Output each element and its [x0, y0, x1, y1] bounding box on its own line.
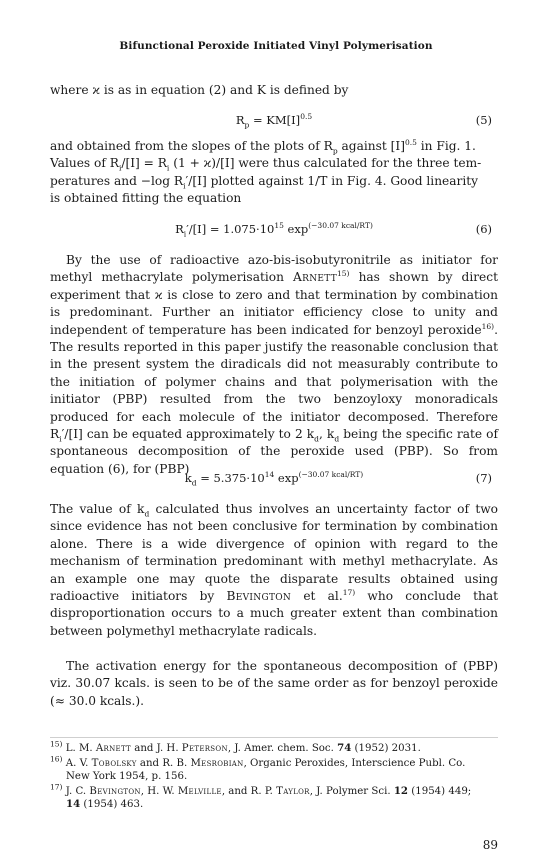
running-header: Bifunctional Peroxide Initiated Vinyl Polymerisation: [119, 40, 433, 52]
equation-5-body: $R_p = KM[I]^{0.5}$: [235, 112, 313, 130]
footnote-15: $^{15)}$ L. M. Arnett and J. H. Peterson, J. Amer. chem. Soc. 74 (1952) 2031.: [50, 739, 421, 754]
equation-7-number: (7): [475, 471, 492, 485]
equation-5: [50, 113, 498, 130]
intro-line: where ϰ is as in equation (2) and K is defined by: [50, 83, 349, 97]
equation-6-body: $R_i'/[I] = 1.075\cdot 10^{15}$ $\exp^{(-30.07 kcal/RT)}$: [175, 221, 373, 239]
footnote-17: $^{17)}$ J. C. Bevington, H. W. Melville, and R. P. Taylor, J. Polymer Sci. 12 (1954) 449; 14 (1954) 463.: [50, 782, 472, 811]
footnote-divider: [50, 737, 498, 738]
equation-6: [50, 222, 498, 239]
footnote-16: $^{16)}$ A. V. Tobolsky and R. B. Mesrobian, Organic Peroxides, Interscience Publ. Co. New York 1954, p. 156.: [50, 754, 466, 783]
equation-6-number: (6): [475, 222, 492, 236]
para2-line4: is obtained fitting the equation: [50, 191, 242, 206]
paragraph-radioactive-initiator: By the use of radioactive azo-bis-isobutyronitrile as initiator for methyl methacrylate polymerisation Arnett$^{15)}$ has shown by direct experiment that ϰ is close to zero and that termination by combination is predominant. Further an initiator efficiency close to unity and independent of temperature has been indicated for benzoyl peroxide$^{16)}$. The results reported in this paper justify the reasonable conclusion that in the present system the diradicals did not measurably contribute to the initiation of polymer chains and that polymerisation with the initiator (PBP) resulted from the two benzoyloxy monoradicals produced for each molecule of the initiator decomposed. Therefore $R_i'/[I]$ can be equated approximately to 2 $k_d$, $k_d$ being the specific rate of spontaneous decomposition of the peroxide used (PBP). So from equation (6), for (PBP): [50, 253, 498, 476]
paragraph-slopes: [50, 138, 498, 208]
para2-line3: peratures and −log $R_i'/[I]$ plotted against 1/T in Fig. 4. Good linearity: [50, 173, 479, 191]
page-number: 89: [482, 838, 498, 852]
paragraph-activation-energy: The activation energy for the spontaneous decomposition of (PBP) viz. 30.07 kcals. is seen to be of the same order as for benzoyl peroxide (≈ 30.0 kcals.).: [50, 659, 498, 708]
equation-5-number: (5): [475, 113, 492, 127]
paragraph-kd-value: The value of $k_d$ calculated thus involves an uncertainty factor of two since evidence has not been conclusive for termination by combination alone. There is a wide divergence of opinion with regard to the mechanism of termination predominant with methyl methacrylate. As an example one may quote the disparate results obtained using radioactive initiators by Bevington et al.$^{17)}$ who conclude that disproportionation occurs to a much greater extent than combination between polymethyl methacrylate radicals.: [50, 502, 498, 638]
author-arnett: Arnett: [293, 270, 338, 285]
equation-7: [50, 471, 498, 488]
para2-line1: and obtained from the slopes of the plots of $R_p$ against $[I]^{0.5}$ in Fig. 1.: [50, 137, 476, 156]
author-bevington: Bevington: [226, 589, 292, 604]
equation-7-body: $k_d = 5.375\cdot 10^{14}$ $\exp^{(-30.07 kcal/RT)}$: [184, 470, 364, 488]
para2-line2: Values of $R_i/[I] = R_i$ (1 + ϰ)/[I] were thus calculated for the three tem-: [50, 156, 482, 173]
